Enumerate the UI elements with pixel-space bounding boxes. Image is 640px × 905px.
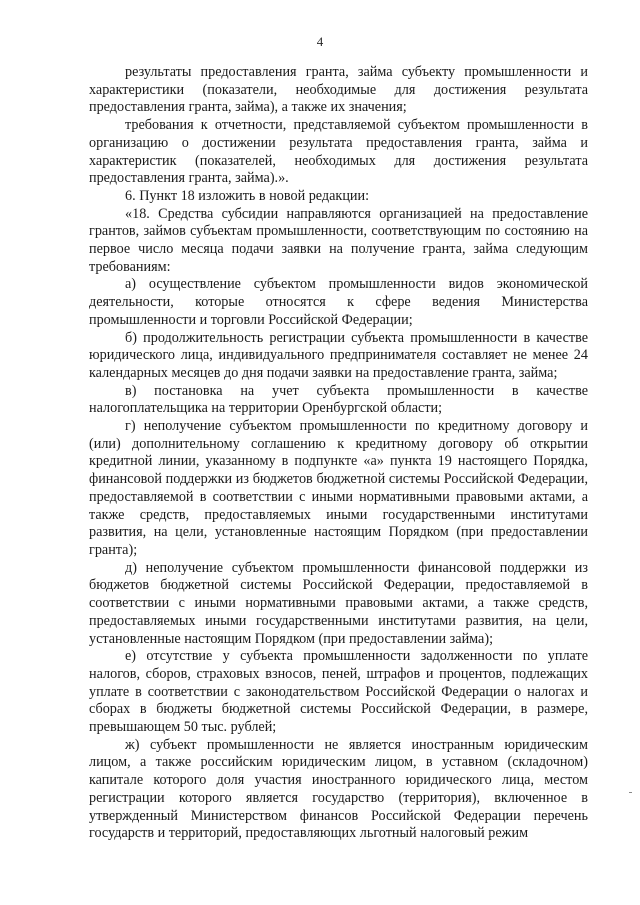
paragraph-item-6: 6. Пункт 18 изложить в новой редакции: [125,187,370,204]
paragraph-subitem-d: д) неполучение субъектом промышленности финансовой поддержки из бюджетов бюджетной системы Российской Федерации, предоставляемой в соответствии с иными нормативными правовыми актами, а также средств, предоставляемых иными государственными институтами развития, на цели, установленные настоящим Порядком (при предоставлении займа); [89,559,588,647]
paragraph-subitem-e: е) отсутствие у субъекта промышленности задолженности по уплате налогов, сборов, страховых взносов, пеней, штрафов и процентов, подлежащих уплате в соответствии с законодательством Российской Федерации о налогах и сборах в бюджеты бюджетной системы Российской Федерации, в размере, превышающем 50 тыс. рублей; [89,648,588,736]
page-number: 4 [316,34,324,49]
scan-edge-mark [629,792,632,793]
paragraph-results: результаты предоставления гранта, займа субъекту промышленности и характеристики (показатели, необходимые для достижения результата предоставления гранта, займа), а также их значения; [89,64,588,116]
paragraph-subitem-g: г) неполучение субъектом промышленности по кредитному договору и (или) дополнительному соглашению к кредитному договору об открытии кредитной линии, указанному в подпункте «а» пункта 19 настоящего Порядка, финансовой поддержки из бюджетов бюджетной системы Российской Федерации, предоставляемой в соответствии с иными нормативными правовыми актами, а также средств, предоставляемых иными государственными институтами развития, на цели, установленные настоящим Порядком (при предоставлении гранта); [89,418,588,558]
paragraph-subitem-a: а) осуществление субъектом промышленности видов экономической деятельности, которые относятся к сфере ведения Министерства промышленности и торговли Российской Федерации; [89,276,588,328]
paragraph-subitem-v: в) постановка на учет субъекта промышленности в качестве налогоплательщика на территории Оренбургской области; [89,382,588,417]
document-body [89,64,588,843]
paragraph-subitem-zh: ж) субъект промышленности не является иностранным юридическим лицом, а также российским юридическим лицом, в уставном (складочном) капитале которого доля участия иностранного юридического лица, местом регистрации которого является государство (территория), включенное в утвержденный Министерством финансов Российской Федерации перечень государств и территорий, предоставляющих льготный налоговый режим [89,736,588,842]
paragraph-item-18: «18. Средства субсидии направляются организацией на предоставление грантов, займов субъектам промышленности, соответствующим по состоянию на первое число месяца подачи заявки на получение гранта, займа следующим требованиям: [89,205,588,275]
paragraph-subitem-b: б) продолжительность регистрации субъекта промышленности в качестве юридического лица, индивидуального предпринимателя составляет не менее 24 календарных месяцев до дня подачи заявки на предоставление гранта, займа; [89,329,588,381]
paragraph-reporting-requirements: требования к отчетности, представляемой субъектом промышленности в организацию о достижении результата предоставления гранта, займа и характеристик (показателей, необходимых для достижения результата предоставления гранта, займа).». [89,117,588,187]
